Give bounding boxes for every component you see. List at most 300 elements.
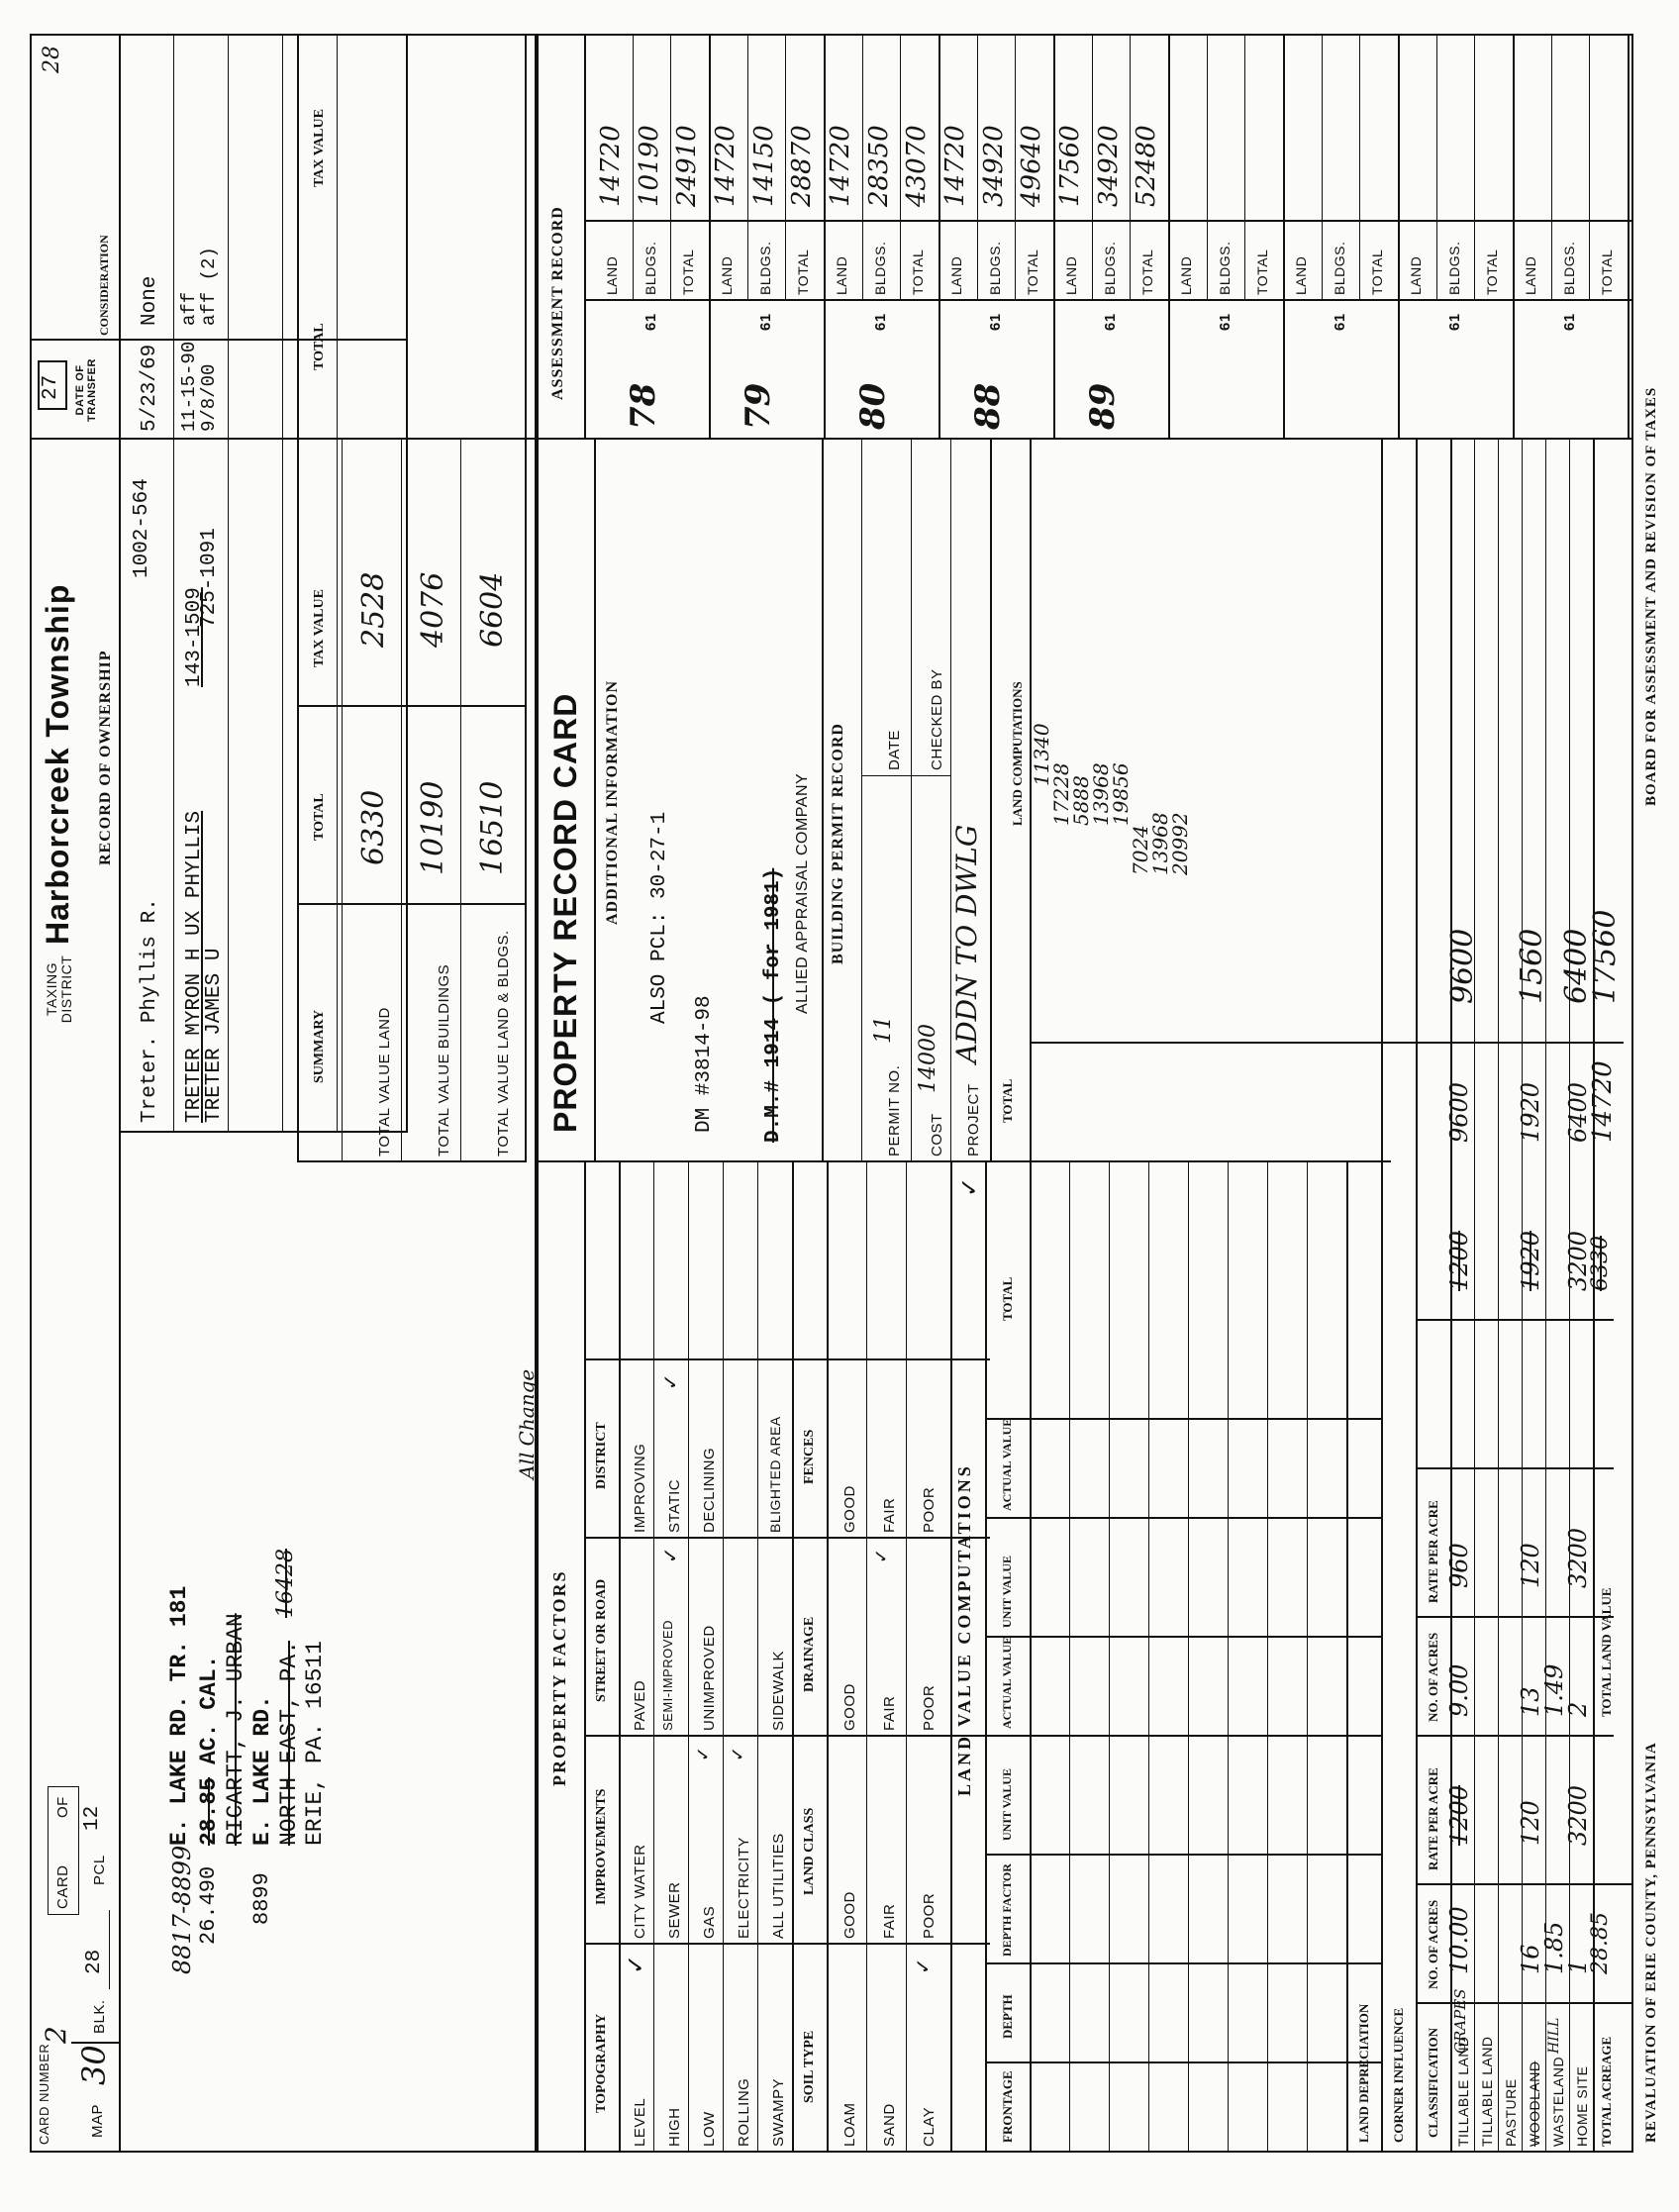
assessment-header-bottom <box>584 34 586 440</box>
total-column-label: TOTAL <box>312 323 327 370</box>
factors-col-2 <box>584 1735 990 1737</box>
permit-mid-border <box>861 775 950 776</box>
actual-value-header-2: ACTUAL VALUE <box>1000 1418 1014 1511</box>
address-line-6: ERIE, PA. 16511 <box>302 1640 328 1846</box>
assessment-year: 89 <box>1083 382 1123 430</box>
project-label: PROJECT <box>965 1083 982 1156</box>
assessment-row-line <box>670 34 671 301</box>
date-of-transfer-label: DATE OF TRANSFER <box>74 358 98 422</box>
summary-both-tax: 6604 <box>475 571 510 648</box>
tax-total-top <box>297 34 299 440</box>
class-tillable-1-rate-2: 960 <box>1445 1543 1473 1588</box>
footer-right: BOARD FOR ASSESSMENT AND REVISION OF TAXES <box>1643 386 1659 806</box>
corner-line <box>1381 440 1383 2153</box>
street-sidewalk: SIDEWALK <box>770 1651 787 1731</box>
permit-no-value: 11 <box>871 1016 896 1044</box>
assessment-prefix: 61 <box>756 313 774 331</box>
permit-no-label: PERMIT NO. <box>886 1064 903 1156</box>
assessment-row-label: TOTAL <box>910 249 927 295</box>
assessment-row-label: LAND <box>604 255 620 295</box>
computation-8: 20992 <box>1168 812 1192 875</box>
assessment-row-label: TOTAL <box>1599 249 1616 295</box>
class-col-3 <box>1416 1735 1614 1737</box>
factors-row-3 <box>723 1162 724 2153</box>
assessment-row-label: LAND <box>719 255 735 295</box>
lv-blank-row-6 <box>1267 1162 1268 2153</box>
side-value-4: 17560 <box>1588 909 1623 1004</box>
assessment-block-divider <box>938 34 940 440</box>
assessment-row-line <box>1092 34 1093 301</box>
computation-1: 11340 <box>1030 723 1053 786</box>
assessment-block-divider <box>1168 34 1170 440</box>
factors-row-7 <box>866 1162 867 2153</box>
assessment-year: 79 <box>739 382 778 430</box>
assessment-block-divider <box>709 34 711 440</box>
district-checkmark: ✓ <box>658 1373 682 1390</box>
depth-header: DEPTH <box>1000 1994 1015 2039</box>
classification-header: CLASSIFICATION <box>1426 2027 1440 2138</box>
lv-col-5 <box>985 1636 1381 1638</box>
computation-5: 19856 <box>1109 762 1133 826</box>
summary-bldg-label: TOTAL VALUE BUILDINGS <box>436 963 452 1156</box>
assessment-prefix: 61 <box>986 313 1004 331</box>
lv-col-2 <box>985 1962 1381 1964</box>
owner-3-name: TRETER JAMES U <box>203 948 226 1123</box>
assessment-block-divider <box>1398 34 1400 440</box>
computation-3: 5888 <box>1069 775 1093 826</box>
drainage-fair: FAIR <box>881 1695 898 1731</box>
assessment-row-label: BLDGS. <box>1216 241 1233 295</box>
appraisal-company: ALLIED APPRAISAL COMPANY <box>794 772 811 1014</box>
topo-swampy: SWAMPY <box>770 2077 787 2147</box>
assessment-row-line <box>785 34 786 301</box>
summary-land-tax: 2528 <box>356 571 391 648</box>
assessment-prefix: 61 <box>1216 313 1234 331</box>
summary-land-label: TOTAL VALUE LAND <box>376 1007 393 1156</box>
summary-right-border <box>297 438 535 440</box>
rate-header-1: RATE PER ACRE <box>1426 1767 1440 1870</box>
drainage-good: GOOD <box>841 1683 858 1731</box>
class-row-line-1 <box>1474 440 1475 2153</box>
class-header-bottom <box>1450 440 1452 2153</box>
blk-value: 28 <box>83 1949 106 1974</box>
assessment-title: ASSESSMENT RECORD <box>549 206 566 400</box>
side-value-2: 1560 <box>1515 928 1549 1004</box>
class-col-4 <box>1416 1616 1614 1618</box>
total-land-value-label: TOTAL LAND VALUE <box>1599 1587 1614 1717</box>
lv-blank-row-5 <box>1228 1162 1229 2153</box>
permit-row-line-1 <box>861 440 862 1162</box>
class-tillable-2: TILLABLE LAND <box>1479 2036 1495 2147</box>
factors-header-bottom <box>619 1162 621 2153</box>
topo-high: HIGH <box>666 2107 683 2147</box>
class-home-site: HOME SITE <box>1574 2065 1590 2147</box>
land-depreciation-label: LAND DEPRECIATION <box>1356 2003 1371 2143</box>
actual-value-header-1: ACTUAL VALUE <box>1000 1636 1014 1729</box>
corner-mark: 28 <box>40 46 64 73</box>
additional-info-line-2: DM #3814-98 <box>693 995 716 1133</box>
ownership-title: RECORD OF OWNERSHIP <box>97 650 114 865</box>
assessment-row-label: TOTAL <box>1139 249 1156 295</box>
factors-header-top <box>584 1162 586 2153</box>
class-wasteland-acres-2: 1.49 <box>1540 1663 1568 1717</box>
land-computations-label: LAND COMPUTATIONS <box>1010 681 1025 826</box>
assessment-row-label: TOTAL <box>1484 249 1501 295</box>
pcl-value: 12 <box>81 1805 104 1831</box>
district-blighted: BLIGHTED AREA <box>767 1416 783 1533</box>
assessment-row-line <box>1322 34 1323 301</box>
card-label: CARD <box>54 1864 71 1909</box>
assessment-row-label: LAND <box>1523 255 1538 295</box>
summary-total-border <box>297 903 525 905</box>
landclass-good: GOOD <box>841 1891 858 1939</box>
assessment-row-value: 49640 <box>1017 125 1047 207</box>
fences-fair: FAIR <box>881 1497 898 1533</box>
summary-bldg-tax: 4076 <box>416 571 450 648</box>
drainage-fair-checkmark: ✓ <box>871 1548 892 1563</box>
factors-col-4 <box>584 1358 990 1360</box>
permit-bottom-border <box>990 440 992 1162</box>
land-value-title: LAND VALUE COMPUTATIONS <box>954 1463 974 1796</box>
assessment-block-divider <box>1513 34 1515 440</box>
project-value: ADDN TO DWLG <box>950 824 983 1063</box>
map-value: 30 <box>75 2045 113 2085</box>
owner-2-consideration: aff <box>178 291 200 326</box>
assessment-row-value: 14720 <box>826 125 855 207</box>
class-tillable-1-value-1: 1200 <box>1445 1230 1473 1291</box>
assessment-row-value: 52480 <box>1132 125 1162 207</box>
soil-loam: LOAM <box>841 2102 858 2147</box>
class-row-line-4 <box>1545 440 1546 2153</box>
street-paved: PAVED <box>632 1679 648 1731</box>
address-struck-owner: RICARTT, J. URBAN <box>223 1613 248 1846</box>
assessment-block-divider <box>824 34 826 440</box>
landclass-poor: POOR <box>921 1892 938 1939</box>
class-tillable-1: TILLABLE LAND <box>1455 2036 1471 2147</box>
summary-total-label: TOTAL <box>312 793 327 841</box>
property-record-card-title: PROPERTY RECORD CARD <box>547 692 583 1133</box>
summary-both-total: 16510 <box>475 780 510 875</box>
owner-1-date: 5/23/69 <box>139 344 161 432</box>
fences-good: GOOD <box>841 1485 858 1533</box>
assessment-row-label: TOTAL <box>1025 249 1041 295</box>
impr-gas: GAS <box>701 1905 718 1939</box>
topo-level: LEVEL <box>632 2097 648 2147</box>
lv-total-col <box>1030 1042 1624 1044</box>
assessment-row-label: LAND <box>948 255 964 295</box>
change-note: All Change <box>515 1368 539 1479</box>
impr-electricity: ELECTRICITY <box>736 1836 752 1939</box>
street-header: STREET OR ROAD <box>594 1578 609 1702</box>
address-prefix-2: 26.490 <box>196 1865 221 1945</box>
assessment-prefix: 61 <box>871 313 889 331</box>
owner-1-consideration: None <box>139 275 161 326</box>
class-tillable-1-acres-2: 9.00 <box>1445 1663 1473 1717</box>
lv-col-6 <box>985 1517 1381 1519</box>
class-woodland-value-1: 1920 <box>1517 1230 1544 1291</box>
assessment-row-label: LAND <box>1408 255 1424 295</box>
lv-col-3 <box>985 1854 1381 1856</box>
factors-row-6 <box>827 1162 829 2153</box>
page-number: 27 <box>40 374 62 400</box>
blk-underline <box>109 1910 110 1989</box>
assessment-left-border <box>535 438 1633 440</box>
drainage-poor: POOR <box>921 1684 938 1731</box>
class-tillable-1-rate: 1200 <box>1445 1784 1473 1846</box>
summary-title: SUMMARY <box>312 1009 327 1083</box>
class-woodland: WOODLAND <box>1527 2061 1542 2147</box>
side-value-1: 9600 <box>1445 928 1480 1004</box>
class-home-site-value-1: 3200 <box>1564 1230 1592 1291</box>
assessment-row-line <box>1551 34 1552 301</box>
acres-header-2: NO. OF ACRES <box>1426 1632 1440 1722</box>
impr-sewer: SEWER <box>666 1881 683 1939</box>
class-col-2 <box>1416 1883 1633 1885</box>
class-woodland-rate-2: 120 <box>1517 1543 1544 1588</box>
class-total-value-2: 14720 <box>1588 1060 1618 1143</box>
assessment-row-label: BLDGS. <box>1560 241 1577 295</box>
card-number-value: 2 <box>40 2026 72 2044</box>
soil-clay-checkmark: ✓ <box>911 1958 935 1974</box>
unit-value-header-2: UNIT VALUE <box>1000 1555 1014 1628</box>
assessment-row-label: TOTAL <box>795 249 812 295</box>
assessment-row-label: BLDGS. <box>1331 241 1347 295</box>
ownership-row-line-3 <box>282 34 283 1133</box>
factors-row-4 <box>757 1162 758 2153</box>
assessment-row-value: 14720 <box>596 125 626 207</box>
address-struck-city: NORTH EAST, PA. <box>276 1640 302 1846</box>
total-header-2: TOTAL <box>1000 1078 1015 1123</box>
summary-bottom-border <box>525 34 527 1162</box>
class-row-line-5 <box>1569 440 1570 2153</box>
tax-value-column-label: TAX VALUE <box>312 109 327 187</box>
assessment-row-value: 24910 <box>672 125 703 207</box>
class-home-site-acres: 1 <box>1564 1959 1592 1974</box>
computation-2: 17228 <box>1049 762 1073 826</box>
assessment-row-line <box>747 34 748 301</box>
assessment-row-value: 34920 <box>1093 125 1124 207</box>
owner-2-book: 143-1509 <box>183 587 206 687</box>
assessment-row-line <box>900 34 901 301</box>
class-wasteland: WASTELAND <box>1550 2056 1566 2147</box>
card-number-label: CARD NUMBER <box>37 2043 51 2145</box>
landclass-fair: FAIR <box>881 1903 898 1939</box>
lv-blank-row-7 <box>1307 1162 1308 2153</box>
assessment-row-label: LAND <box>1178 255 1194 295</box>
lv-col-7 <box>985 1418 1381 1420</box>
assessment-row-line <box>1244 34 1245 301</box>
owner-1-name: Treter. Phyllis R. <box>139 898 161 1123</box>
blk-label: BLK. <box>91 1999 108 2034</box>
factors-row-2 <box>688 1162 689 2153</box>
ownership-left-border <box>119 1131 406 1133</box>
assessment-row-label: LAND <box>1063 255 1079 295</box>
class-tillable-1-value-2: 9600 <box>1445 1081 1473 1143</box>
class-home-site-rate: 3200 <box>1564 1784 1592 1846</box>
address-line-1: E. LAKE RD. TR. 181 <box>166 1585 192 1846</box>
land-class-header: LAND CLASS <box>802 1807 817 1895</box>
soil-sand: SAND <box>881 2103 898 2147</box>
assessment-prefix: 61 <box>1331 313 1348 331</box>
address-prefix-4: 8899 <box>249 1872 274 1925</box>
owner-3-consideration: aff (2) <box>198 247 220 326</box>
assessment-row-line <box>1130 34 1131 301</box>
map-divider <box>71 2042 119 2044</box>
class-col-1 <box>1416 2002 1633 2004</box>
class-pasture: PASTURE <box>1503 2078 1519 2147</box>
district-static: STATIC <box>666 1478 683 1533</box>
additional-info-line-3: D.M.# 1914 ( for 1981) <box>762 867 785 1143</box>
taxing-district-label: TAXING DISTRICT <box>44 955 74 1024</box>
summary-row-line-3 <box>460 440 461 1162</box>
summary-bldg-total: 10190 <box>416 780 450 875</box>
assessment-row-value: 14720 <box>940 125 970 207</box>
assessment-row-label: TOTAL <box>1254 249 1271 295</box>
class-col-5 <box>1416 1467 1614 1469</box>
info-title-divider <box>594 440 596 1162</box>
summary-land-total: 6330 <box>356 789 391 865</box>
map-label: MAP <box>89 2103 106 2138</box>
side-value-3: 6400 <box>1559 928 1594 1004</box>
assessment-block-divider <box>1053 34 1055 440</box>
additional-info-title: ADDITIONAL INFORMATION <box>604 679 621 925</box>
assessment-prefix: 61 <box>642 313 659 331</box>
assessment-row-label: TOTAL <box>1369 249 1386 295</box>
summary-row-line-1 <box>342 440 343 1162</box>
street-checkmark: ✓ <box>658 1547 682 1563</box>
class-tillable-1-acres: 10.00 <box>1445 1906 1473 1974</box>
assessment-row-line <box>862 34 863 301</box>
assessment-row-line <box>633 34 634 301</box>
lv-blank-row-1 <box>1069 1162 1070 2153</box>
class-woodland-rate: 120 <box>1517 1800 1544 1846</box>
factors-col-3 <box>584 1537 990 1539</box>
summary-tax-border <box>297 705 525 707</box>
property-factors-title: PROPERTY FACTORS <box>549 1569 569 1786</box>
address-struck-acres: 28.85 <box>196 1776 222 1846</box>
summary-tax-label: TAX VALUE <box>312 589 327 667</box>
topo-rolling: ROLLING <box>736 2077 752 2147</box>
assessment-prefix: 61 <box>1101 313 1119 331</box>
assessment-block-divider <box>1628 34 1630 440</box>
assessment-col-2 <box>584 220 1633 222</box>
factors-row-1 <box>653 1162 654 2153</box>
lv-blank-row-4 <box>1188 1162 1189 2153</box>
ownership-consideration-border <box>30 339 406 341</box>
topography-header: TOPOGRAPHY <box>594 2013 609 2113</box>
class-header-top <box>1416 440 1418 2153</box>
footer-left: REVALUATION OF ERIE COUNTY, PENNSYLVANIA <box>1643 1742 1659 2143</box>
class-tillable-1-note: GRAPES <box>1451 1988 1469 2054</box>
impr-city-water: CITY WATER <box>632 1844 648 1939</box>
class-row-line-6 <box>1593 440 1595 2153</box>
class-wasteland-acres: 1.85 <box>1540 1921 1568 1974</box>
corner-influence-label: CORNER INFLUENCE <box>1391 2007 1406 2143</box>
checked-by-label: CHECKED BY <box>929 668 945 770</box>
class-wasteland-note: HILL <box>1546 2017 1562 2054</box>
impr-gas-checkmark: ✓ <box>693 1746 714 1761</box>
summary-both-label: TOTAL VALUE LAND & BLDGS. <box>495 930 512 1156</box>
factors-row-8 <box>906 1162 907 2153</box>
depth-factor-header: DEPTH FACTOR <box>1000 1863 1014 1957</box>
permit-cost-value: 14000 <box>916 1024 940 1093</box>
class-woodland-acres: 16 <box>1517 1944 1544 1974</box>
permit-date-label: DATE <box>886 730 903 770</box>
permit-cost-label: COST <box>929 1113 945 1156</box>
ownership-row-line-4 <box>337 34 338 1133</box>
impr-all-utilities: ALL UTILITIES <box>770 1833 787 1939</box>
assessment-year: 80 <box>853 382 893 430</box>
fences-poor-checkmark: ✓ <box>955 1176 983 1197</box>
assessment-row-line <box>1207 34 1208 301</box>
class-woodland-value-2: 1920 <box>1517 1081 1544 1143</box>
soil-type-header: SOIL TYPE <box>802 2030 817 2103</box>
assessment-row-label: BLDGS. <box>1445 241 1462 295</box>
main-divider <box>535 34 539 2153</box>
additional-info-line-1: ALSO PCL: 30-27-1 <box>648 811 671 1024</box>
summary-left-border <box>297 1160 525 1162</box>
assessment-row-label: LAND <box>834 255 849 295</box>
assessment-row-label: LAND <box>1293 255 1309 295</box>
address-struck-zip: 16428 <box>273 1549 298 1618</box>
address-line-4: E. LAKE RD. <box>249 1695 275 1846</box>
class-home-site-acres-2: 2 <box>1564 1701 1592 1717</box>
ownership-row-line-2 <box>228 34 229 1133</box>
assessment-row-value: 43070 <box>902 125 933 207</box>
township-name: Harborcreek Township <box>40 583 75 945</box>
assessment-row-label: BLDGS. <box>642 241 658 295</box>
permit-top-border <box>822 440 824 1162</box>
permit-row-line-2 <box>911 440 912 1162</box>
assessment-row-label: BLDGS. <box>871 241 888 295</box>
assessment-prefix: 61 <box>1560 313 1578 331</box>
ownership-row-line-1 <box>173 34 174 1133</box>
improvements-header: IMPROVEMENTS <box>594 1788 609 1905</box>
lv-col-4 <box>985 1735 1381 1737</box>
assessment-row-value: 14720 <box>711 125 741 207</box>
land-value-top <box>950 1162 952 2153</box>
topo-low: LOW <box>701 2111 718 2147</box>
assessment-row-value: 10190 <box>634 125 664 207</box>
assessment-row-line <box>1436 34 1437 301</box>
class-total-acreage: TOTAL ACREAGE <box>1599 2036 1614 2147</box>
land-value-header-bottom <box>1030 440 1032 2153</box>
frontage-header: FRONTAGE <box>1000 2070 1015 2143</box>
header-divider <box>119 34 121 2153</box>
address-line-2: AC. CAL. <box>196 1655 222 1764</box>
owner-2-date: 11-15-90 <box>178 341 200 432</box>
assessment-row-value: 28870 <box>787 125 818 207</box>
assessment-col-1 <box>584 299 1633 301</box>
address-prefix-1: 8817-8899 <box>168 1845 196 1974</box>
assessment-year: 78 <box>624 382 663 430</box>
ownership-bottom-border <box>406 34 408 1133</box>
district-improving: IMPROVING <box>632 1443 648 1533</box>
class-total-acres: 28.85 <box>1588 1912 1613 1974</box>
assessment-year: 88 <box>968 382 1008 430</box>
class-row-line-3 <box>1522 440 1523 2153</box>
drainage-header: DRAINAGE <box>802 1616 817 1692</box>
assessment-row-label: BLDGS. <box>986 241 1003 295</box>
assessment-row-value: 17560 <box>1055 125 1085 207</box>
assessment-prefix: 61 <box>1445 313 1463 331</box>
owner-2-name: TRETER MYRON H UX PHYLLIS <box>183 810 206 1123</box>
land-value-header-top <box>985 1162 987 2153</box>
unit-value-header-1: UNIT VALUE <box>1000 1767 1014 1841</box>
consideration-label: CONSIDERATION <box>97 235 111 336</box>
assessment-row-label: BLDGS. <box>1101 241 1118 295</box>
factors-col-1 <box>584 1943 990 1945</box>
